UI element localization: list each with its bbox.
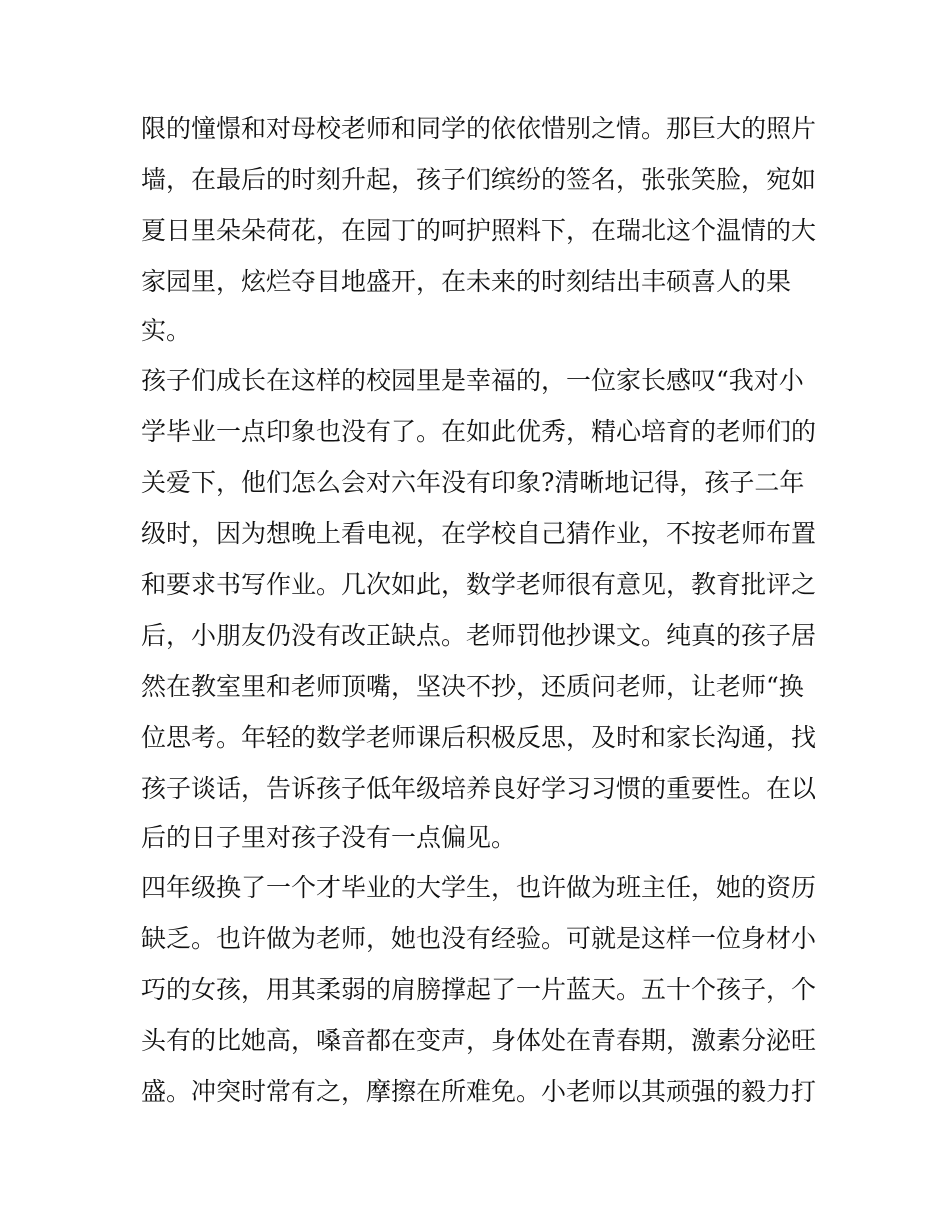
text-line: 和要求书写作业。几次如此，数学老师很有意见，教育批评之 [141, 570, 817, 599]
text-line: 夏日里朵朵荷花，在园丁的呵护照料下，在瑞北这个温情的大 [141, 216, 817, 245]
text-line: 实。 [141, 316, 192, 345]
text-line: 头有的比她高，嗓音都在变声，身体处在青春期，激素分泌旺 [141, 1026, 817, 1055]
text-line: 家园里，炫烂夺目地盛开，在未来的时刻结出丰硕喜人的果 [141, 267, 792, 296]
text-line: 位思考。年轻的数学老师课后积极反思，及时和家长沟通，找 [141, 723, 817, 752]
text-line: 孩子们成长在这样的校园里是幸福的，一位家长感叹“我对小 [141, 366, 804, 395]
text-line: 孩子谈话，告诉孩子低年级培养良好学习习惯的重要性。在以 [141, 774, 817, 803]
text-line: 限的憧憬和对母校老师和同学的依依惜别之情。那巨大的照片 [141, 114, 817, 143]
text-line: 盛。冲突时常有之，摩擦在所难免。小老师以其顽强的毅力打 [141, 1077, 817, 1106]
text-line: 巧的女孩，用其柔弱的肩膀撑起了一片蓝天。五十个孩子，个 [141, 975, 817, 1004]
text-line: 后，小朋友仍没有改正缺点。老师罚他抄课文。纯真的孩子居 [141, 621, 817, 650]
text-line: 后的日子里对孩子没有一点偏见。 [141, 823, 517, 852]
text-line: 关爱下，他们怎么会对六年没有印象?清晰地记得，孩子二年 [141, 468, 805, 497]
text-line: 墙，在最后的时刻升起，孩子们缤纷的签名，张张笑脸，宛如 [141, 165, 817, 194]
text-line: 级时，因为想晚上看电视，在学校自己猜作业，不按老师布置 [141, 519, 817, 548]
text-line: 四年级换了一个才毕业的大学生，也许做为班主任，她的资历 [141, 873, 817, 902]
text-line: 缺乏。也许做为老师，她也没有经验。可就是这样一位身材小 [141, 924, 817, 953]
text-line: 学毕业一点印象也没有了。在如此优秀，精心培育的老师们的 [141, 417, 817, 446]
document-body [141, 103, 821, 1117]
text-line: 然在教室里和老师顶嘴，坚决不抄，还质问老师，让老师“换 [141, 672, 804, 701]
